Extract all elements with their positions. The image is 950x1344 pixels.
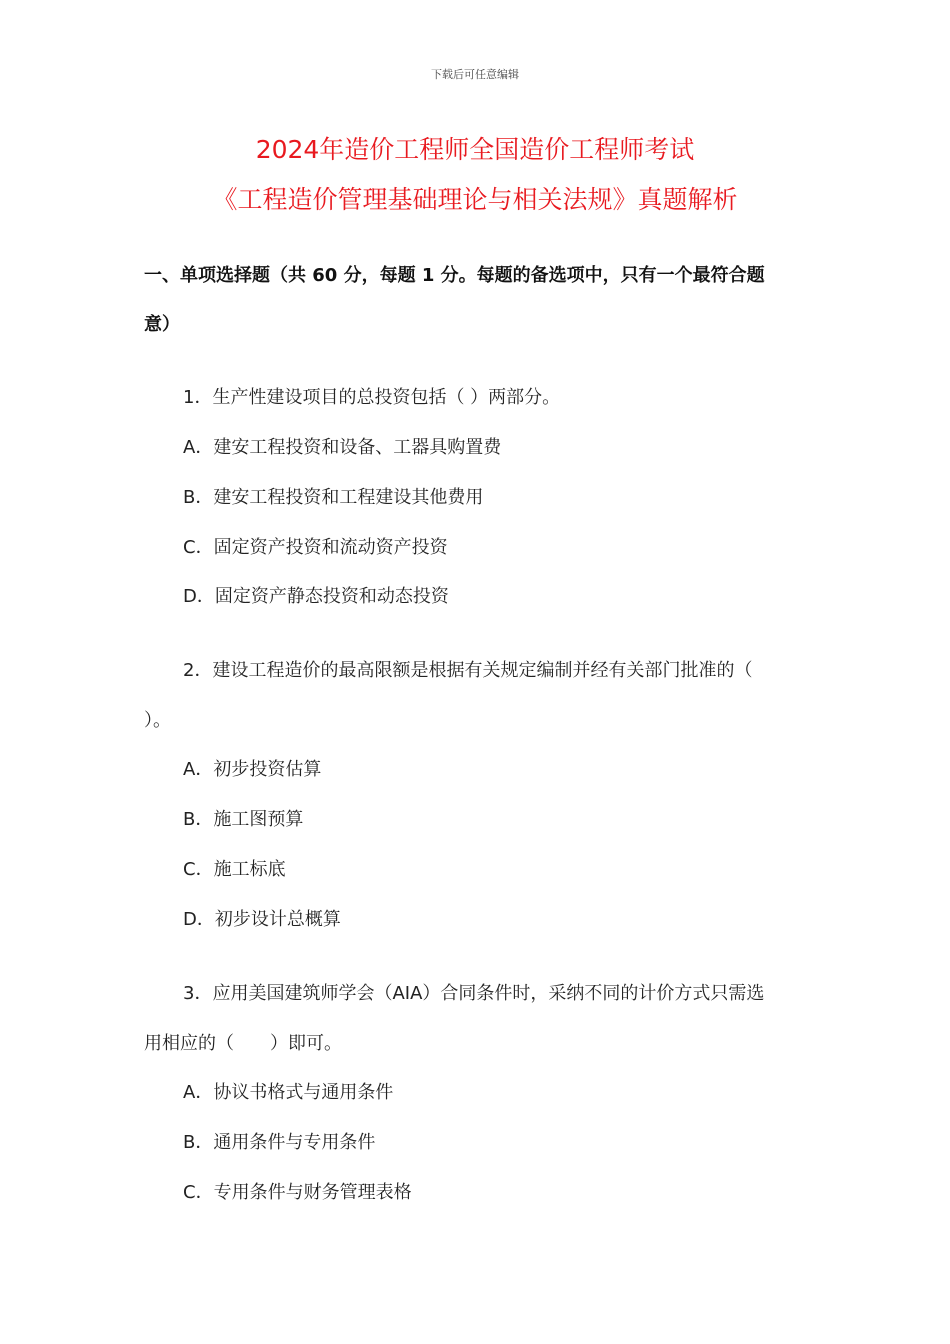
question-3-option-a: A．协议书格式与通用条件 bbox=[183, 1082, 394, 1103]
question-1-stem: 1．生产性建设项目的总投资包括（ ）两部分。 bbox=[183, 387, 561, 408]
section-heading-line-1: 一、单项选择题（共 60 分，每题 1 分。每题的备选项中，只有一个最符合题 bbox=[144, 265, 765, 286]
question-2-option-c: C．施工标底 bbox=[183, 859, 286, 880]
question-2-option-d: D．初步设计总概算 bbox=[183, 909, 341, 930]
question-3-stem-line-1: 3．应用美国建筑师学会（AIA）合同条件时，采纳不同的计价方式只需选 bbox=[183, 983, 765, 1004]
question-3-option-b: B．通用条件与专用条件 bbox=[183, 1132, 376, 1153]
question-2-stem-line-1: 2．建设工程造价的最高限额是根据有关规定编制并经有关部门批准的（ bbox=[183, 660, 753, 681]
document-title-line-2: 《工程造价管理基础理论与相关法规》真题解析 bbox=[212, 185, 738, 214]
section-heading-line-2: 意） bbox=[144, 314, 180, 335]
question-1-option-b: B．建安工程投资和工程建设其他费用 bbox=[183, 487, 484, 508]
question-3-option-c: C．专用条件与财务管理表格 bbox=[183, 1182, 412, 1203]
question-1-option-a: A．建安工程投资和设备、工器具购置费 bbox=[183, 437, 502, 458]
question-3-stem-line-2: 用相应的（ ）即可。 bbox=[144, 1033, 342, 1054]
header-note: 下载后可任意编辑 bbox=[431, 68, 519, 81]
question-2-option-b: B．施工图预算 bbox=[183, 809, 304, 830]
question-1-option-c: C．固定资产投资和流动资产投资 bbox=[183, 537, 448, 558]
question-2-stem-line-2: ）。 bbox=[144, 710, 171, 731]
question-1-option-d: D．固定资产静态投资和动态投资 bbox=[183, 586, 449, 607]
document-title-line-1: 2024年造价工程师全国造价工程师考试 bbox=[255, 135, 695, 164]
question-2-option-a: A．初步投资估算 bbox=[183, 759, 322, 780]
